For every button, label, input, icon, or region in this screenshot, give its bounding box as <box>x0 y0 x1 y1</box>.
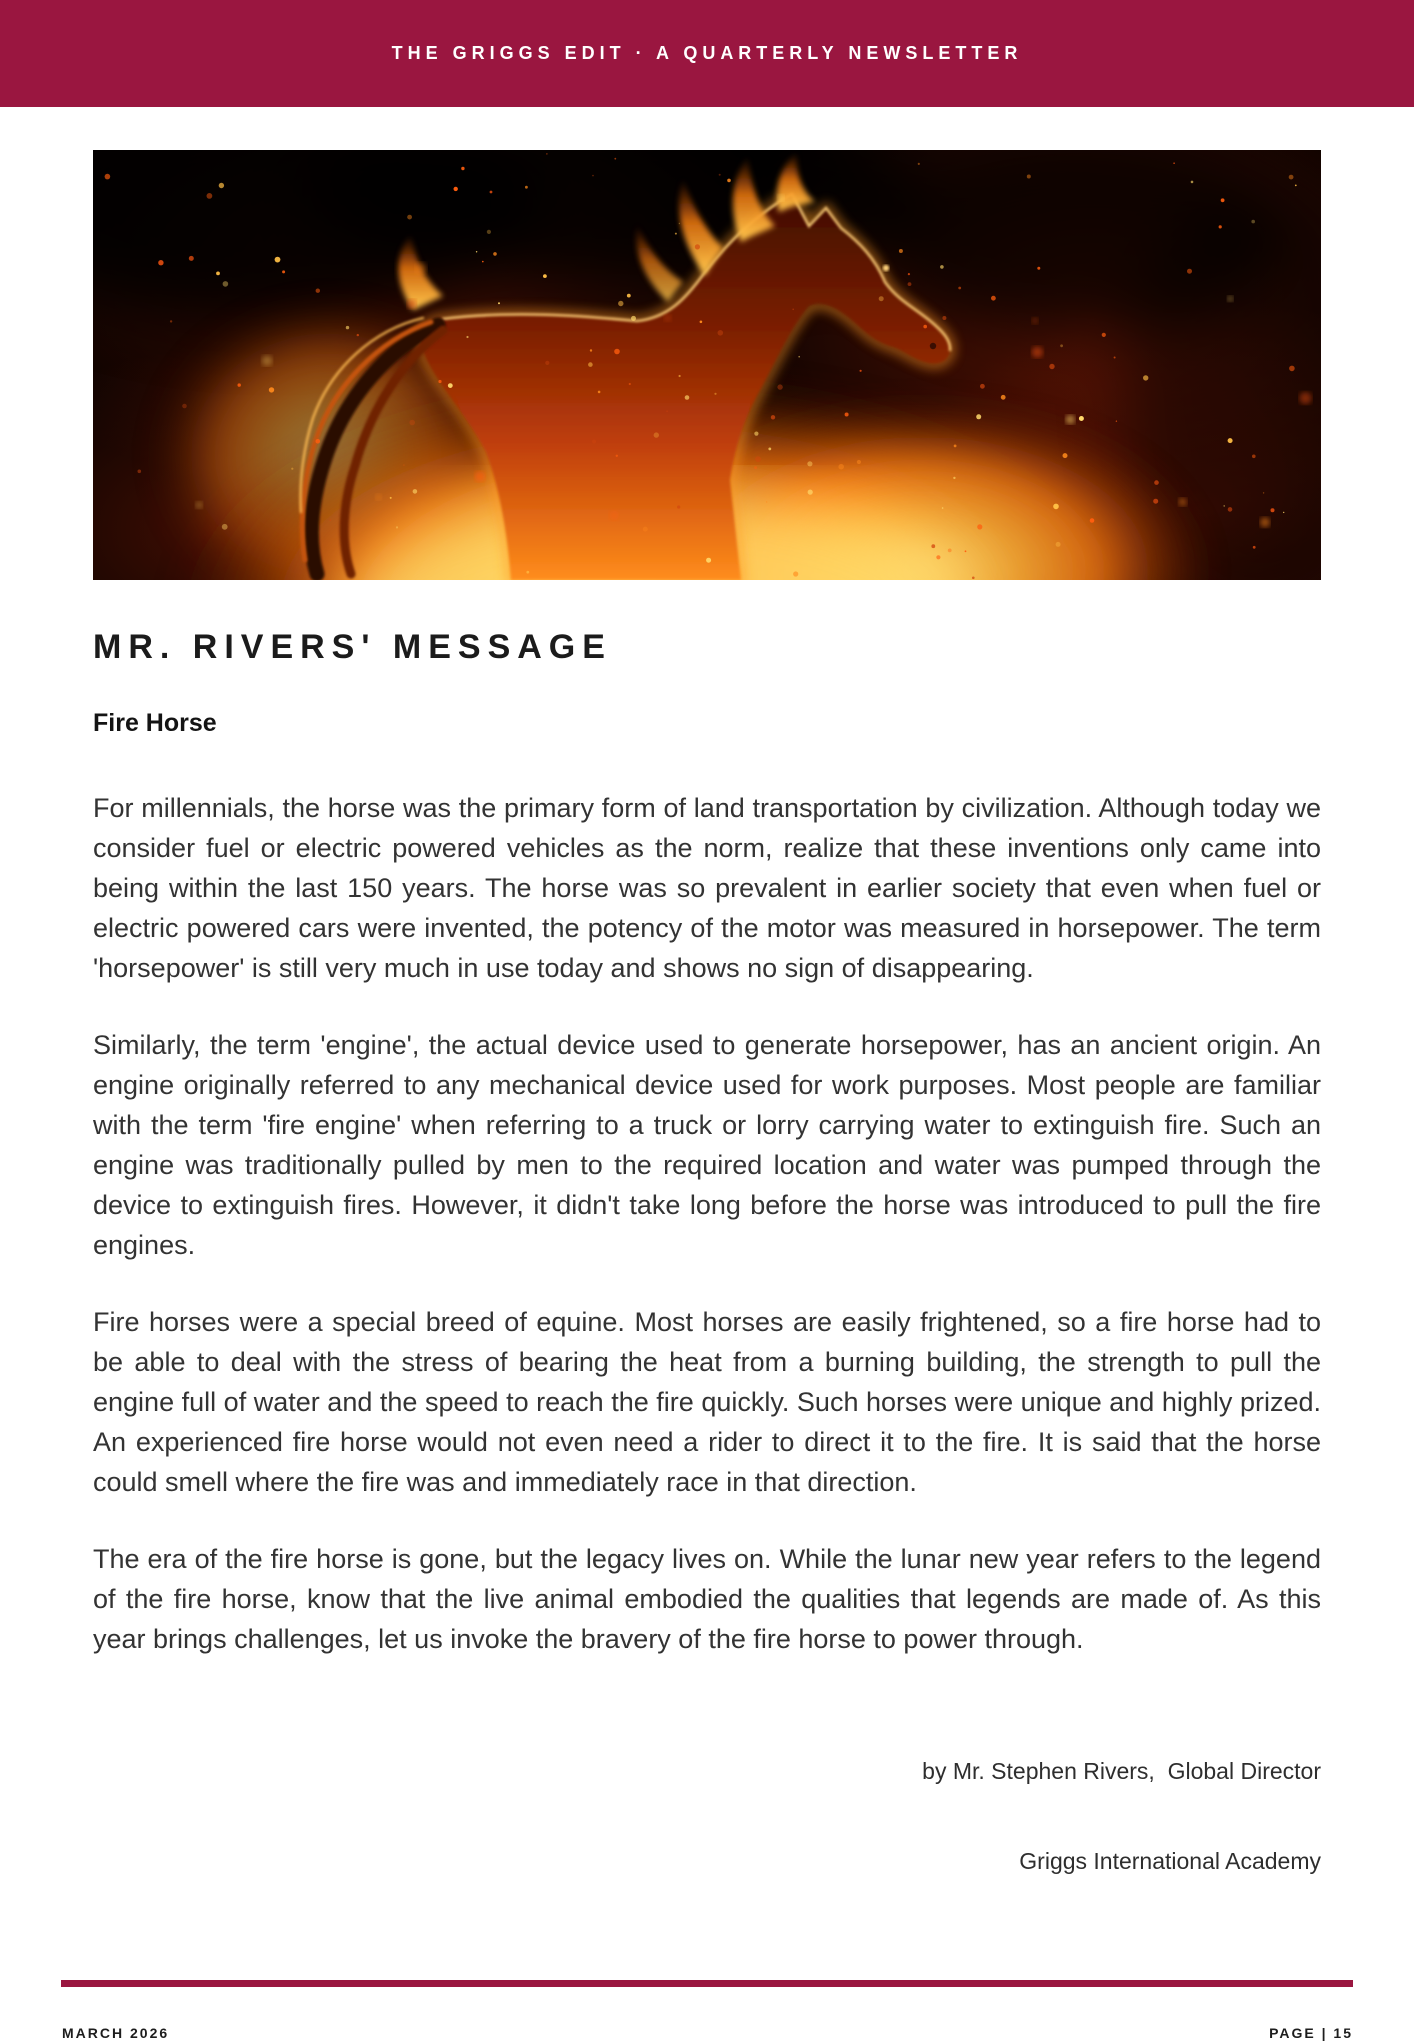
footer-divider <box>61 1980 1353 1987</box>
page-content <box>93 150 1321 1936</box>
section-title: MR. RIVERS' MESSAGE <box>93 628 612 666</box>
fire-horse-illustration <box>93 150 1321 580</box>
article-paragraph: Similarly, the term 'engine', the actual device used to generate horsepower, has an ancient origin. An engine originally referred to any mechanical device used for work purposes. Most people are familiar with the term 'fire engine' when referring to a truck or lorry carrying water to extinguish fire. Such an engine was traditionally pulled by men to the required location and water was pumped through the device to extinguish fires. However, it didn't take long before the horse was introduced to pull the fire engines. <box>93 1030 1321 1260</box>
newsletter-header-band <box>0 0 1414 107</box>
article-paragraph: The era of the fire horse is gone, but the legacy lives on. While the lunar new year refers to the legend of the fire horse, know that the live animal embodied the qualities that legends are made of. As this year brings challenges, let us invoke the bravery of the fire horse to power through. <box>93 1544 1321 1654</box>
byline-author: by Mr. Stephen Rivers, Global Director <box>922 1758 1321 1784</box>
article-paragraph: Fire horses were a special breed of equine. Most horses are easily frightened, so a fire horse had to be able to deal with the stress of bearing the heat from a burning building, the strength to pull the engine full of water and the speed to reach the fire quickly. Such horses were unique and highly prized. An experienced fire horse would not even need a rider to direct it to the fire. It is said that the horse could smell where the fire was and immediately race in that direction. <box>93 1307 1321 1497</box>
article-paragraph: For millennials, the horse was the primary form of land transportation by civilization. Although today we consider fuel or electric powered vehicles as the norm, realize that these inventions only came into being within the last 150 years. The horse was so prevalent in earlier society that even when fuel or electric powered cars were invented, the potency of the motor was measured in horsepower. The term 'horsepower' is still very much in use today and shows no sign of disappearing. <box>93 793 1321 983</box>
horse-nostril <box>930 343 936 349</box>
article-subtitle: Fire Horse <box>93 709 217 737</box>
footer-page-number: PAGE | 15 <box>1269 2025 1353 2041</box>
fire-horse-image <box>93 150 1321 580</box>
article-body <box>93 788 1321 1659</box>
byline <box>93 1696 1321 1936</box>
newsletter-title: THE GRIGGS EDIT · A QUARTERLY NEWSLETTER <box>391 43 1023 63</box>
byline-organization: Griggs International Academy <box>1019 1848 1321 1874</box>
horse-eye <box>883 265 889 271</box>
page-footer <box>62 2025 1353 2041</box>
footer-issue-date: MARCH 2026 <box>62 2025 170 2041</box>
